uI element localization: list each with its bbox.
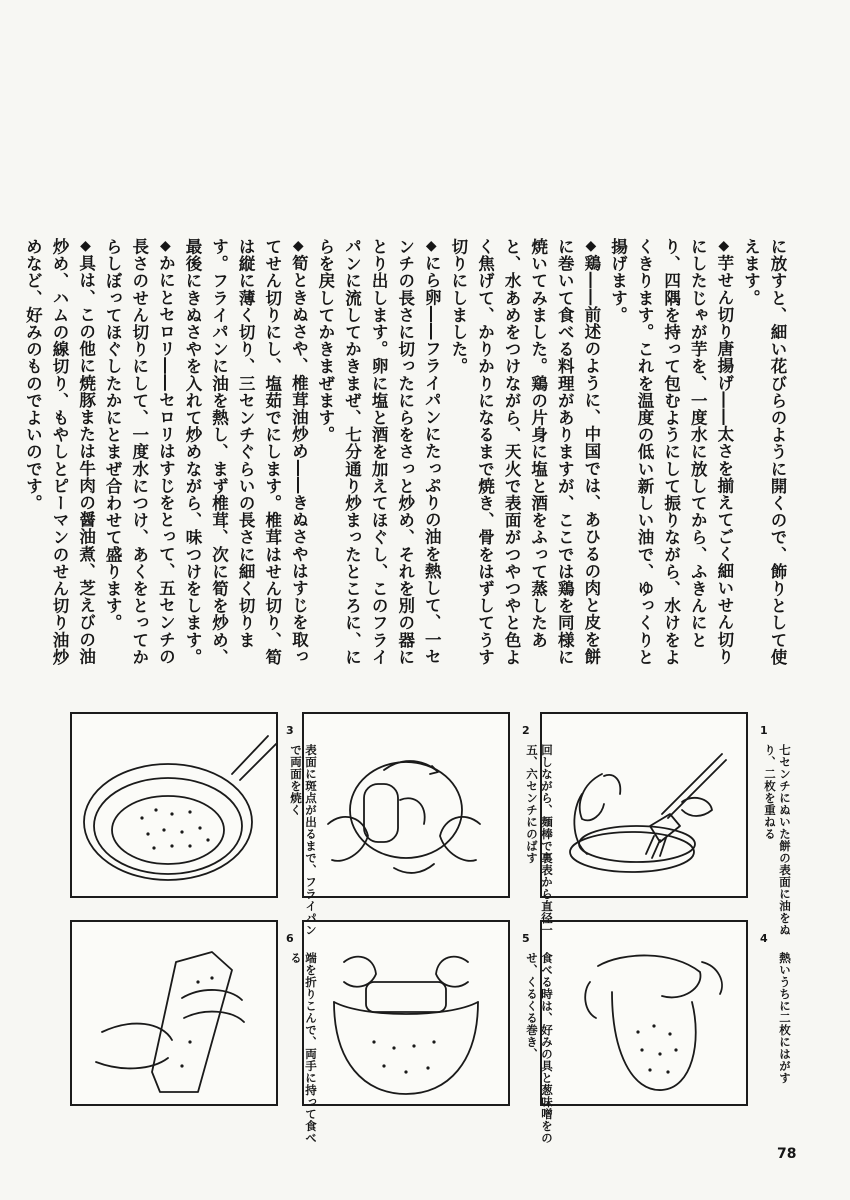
fill-and-roll-illustration — [304, 922, 508, 1104]
bullet-diamond: ◆ — [423, 238, 440, 255]
paragraph-7: ◆具は、この他に焼豚または牛肉の醤油煮、芝えびの油炒め、ハムの線切り、もやしとピーマンのせん切り油炒めなど、好みのものでよいのです。 — [23, 238, 96, 666]
illustration-step-6 — [70, 920, 278, 1106]
frying-pan-illustration — [72, 714, 276, 896]
illustration-step-4 — [540, 920, 748, 1106]
paragraph-5: ◆筍ときぬさや、椎茸油炒め――きぬさやはすじを取ってせん切りにし、塩茹でにします。椎茸はせん切り、筍は縦に薄く切り、三センチぐらいの長さに細く切ります。フライパンに油を熱し、まず椎茸、次に筍を炒め、最後にきぬさやを入れて炒めながら、味つけをします。 — [182, 238, 309, 666]
caption-number-3: 3 — [286, 724, 294, 737]
paragraph-3: ◆鶏――前述のように、中国では、あひるの肉と皮を餅に巻いて食べる料理がありますが、ここでは鶏を同様に焼いてみました。鶏の片身に塩と酒をふって蒸したあと、水あめをつけながら、天火で表面がつやつやと色よく焦げて、かりかりになるまで焼き、骨をはずしてうす切りにしました。 — [448, 238, 601, 666]
bullet-diamond: ◆ — [157, 238, 174, 255]
bullet-diamond: ◆ — [290, 238, 307, 255]
caption-number-6: 6 — [286, 932, 294, 945]
oil-brush-illustration — [542, 714, 746, 896]
caption-number-5: 5 — [522, 932, 530, 945]
caption-step-5: 食べる時は、好みの具と葱味噌をのせ、くるくる巻き、 — [525, 952, 554, 1144]
illustration-step-2 — [302, 712, 510, 898]
peel-apart-illustration — [542, 922, 746, 1104]
body-text-vertical — [23, 238, 790, 678]
caption-step-2: 回しながら、麺棒で裏表から直径一五、六センチにのばす — [525, 744, 554, 936]
caption-number-2: 2 — [522, 724, 530, 737]
caption-number-4: 4 — [760, 932, 768, 945]
bullet-diamond: ◆ — [715, 238, 732, 255]
paragraph-6: ◆かにとセロリ――セロリはすじをとって、五センチの長さのせん切りにして、一度水につけ、あくをとってからしぼってほぐしたかにとまぜ合わせて盛ります。 — [103, 238, 176, 666]
paragraph-4: ◆にら卵――フライパンにたっぷりの油を熱して、一センチの長さに切ったにらをさっと炒め、それを別の器にとり出します。卵に塩と酒を加えてほぐし、このフライパンに流してかきまぜ、七分通り炒まったところに、にらを戻してかきまぜます。 — [315, 238, 442, 666]
bullet-diamond: ◆ — [77, 238, 94, 255]
caption-step-4: 熱いうちに二枚にはがす — [778, 952, 792, 1084]
illustration-step-1 — [540, 712, 748, 898]
illustration-step-3 — [70, 712, 278, 898]
bullet-diamond: ◆ — [582, 238, 599, 255]
caption-step-6: 端を折りこんで、両手に持って食べる — [289, 952, 318, 1144]
illustration-step-5 — [302, 920, 510, 1106]
caption-number-1: 1 — [760, 724, 768, 737]
page-number: 78 — [777, 1146, 797, 1162]
hold-and-eat-illustration — [72, 922, 276, 1104]
caption-step-1: 七センチにぬいた餅の表面に油をぬり、二枚を重ねる — [763, 744, 792, 936]
paragraph-2: ◆芋せん切り唐揚げ――太さを揃えてごく細いせん切りにしたじゃが芋を、一度水に放してから、ふきんにとり、四隅を持って包むようにして振りながら、水けをよくきります。これを温度の低い新しい油で、ゆっくりと揚げます。 — [608, 238, 734, 666]
rolling-pin-illustration — [304, 714, 508, 896]
paragraph-1: に放すと、細い花びらのように開くので、飾りとして使えます。 — [741, 238, 787, 666]
caption-step-3: 表面に斑点が出るまで、フライパンで両面を焼く — [289, 744, 318, 936]
